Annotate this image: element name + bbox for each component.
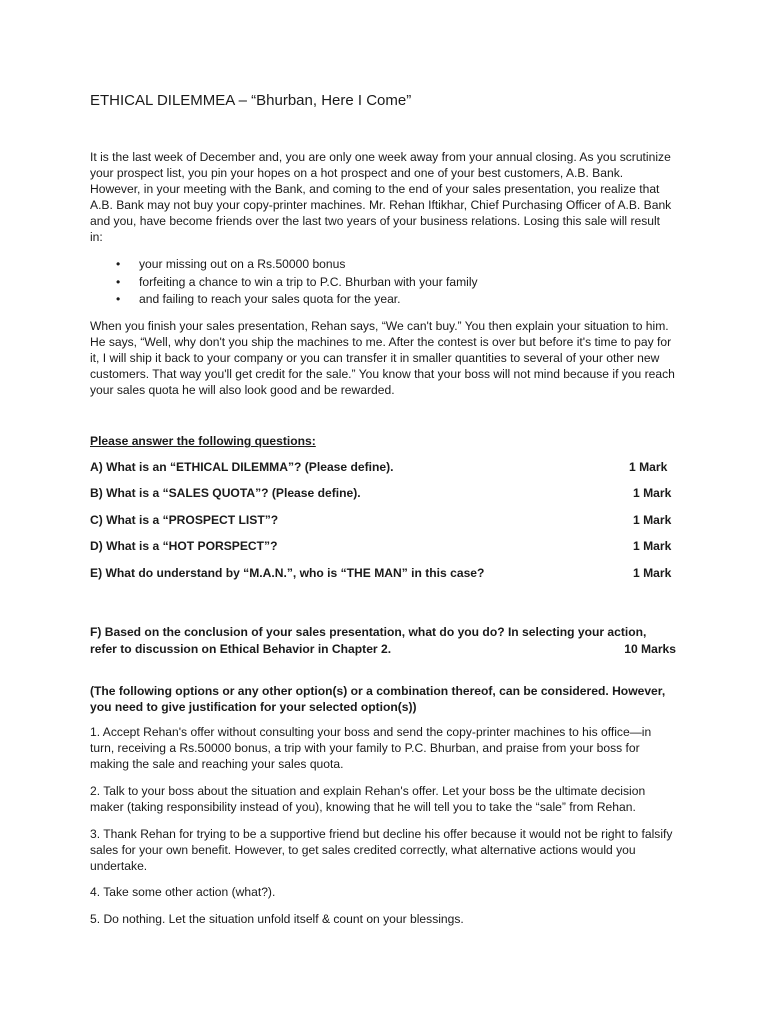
document-title: ETHICAL DILEMMEA – “Bhurban, Here I Come” (90, 92, 412, 109)
question-text: D) What is a “HOT PORSPECT”? (90, 539, 278, 553)
question-c (90, 513, 676, 527)
question-text: F) Based on the conclusion of your sales presentation, what do you do? In selecting your action, refer to discussion on Ethical Behavior in Chapter 2. (90, 625, 647, 656)
question-b (90, 486, 676, 500)
question-marks: 10 Marks (624, 642, 676, 656)
option-1: 1. Accept Rehan's offer without consulting your boss and send the copy-printer machines to his office—in turn, receiving a Rs.50000 bonus, a trip with your family to P.C. Bhurban, and praise from your boss for making the sale and reaching your sales quota. (90, 725, 652, 771)
question-text: E) What do understand by “M.A.N.”, who is “THE MAN” in this case? (90, 566, 485, 580)
list-item: • and failing to reach your sales quota for the year. (90, 291, 478, 309)
question-text: A) What is an “ETHICAL DILEMMA”? (Please define). (90, 460, 394, 474)
question-marks: 1 Mark (629, 460, 668, 474)
list-item: • forfeiting a chance to win a trip to P.C. Bhurban with your family (90, 274, 478, 292)
option-2: 2. Talk to your boss about the situation and explain Rehan's offer. Let your boss be the ultimate decision maker (taking responsibility instead of you), knowing that he will tell you to take the “sale” from Rehan. (90, 784, 646, 814)
intro-paragraph: It is the last week of December and, you are only one week away from your annual closing. As you scrutinize your prospect list, you pin your hopes on a hot prospect and one of your best customers, A.B. Bank. However, in your meeting with the Bank, and coming to the end of your sales presentation, you realize that A.B. Bank may not buy your copy-printer machines. Mr. Rehan Iftikhar, Chief Purchasing Officer of A.B. Bank and you, have become friends over the last two years of your business relations. Losing this sale will result in: (90, 150, 672, 244)
list-item: • your missing out on a Rs.50000 bonus (90, 256, 478, 274)
question-f (90, 624, 676, 658)
question-d (90, 539, 676, 553)
question-text: B) What is a “SALES QUOTA”? (Please define). (90, 486, 361, 500)
question-marks: 1 Mark (633, 566, 672, 580)
question-text: C) What is a “PROSPECT LIST”? (90, 513, 279, 527)
question-marks: 1 Mark (633, 513, 672, 527)
options-note: (The following options or any other option(s) or a combination thereof, can be considered. However, you need to give justification for your selected option(s)) (90, 684, 666, 714)
question-marks: 1 Mark (633, 486, 672, 500)
question-marks: 1 Mark (633, 539, 672, 553)
option-3: 3. Thank Rehan for trying to be a supportive friend but decline his offer because it would not be right to falsify sales for your own benefit. However, to get sales credited correctly, what alternative actions would you undertake. (90, 827, 673, 873)
option-4: 4. Take some other action (what?). (90, 885, 276, 899)
option-5: 5. Do nothing. Let the situation unfold itself & count on your blessings. (90, 912, 464, 926)
story-paragraph: When you finish your sales presentation, Rehan says, “We can't buy.” You then explain your situation to him. He says, “Well, why don't you ship the machines to me. After the contest is over but before it's time to pay for it, I will ship it back to your company or you can transfer it in smaller quantities to several of your other new customers. That way you'll get credit for the sale.” You know that your boss will not mind because if you reach your sales quota he will also look good and be rewarded. (90, 319, 675, 397)
questions-heading: Please answer the following questions: (90, 434, 316, 448)
question-a (90, 460, 676, 474)
consequence-list (90, 256, 478, 309)
question-e (90, 566, 676, 580)
